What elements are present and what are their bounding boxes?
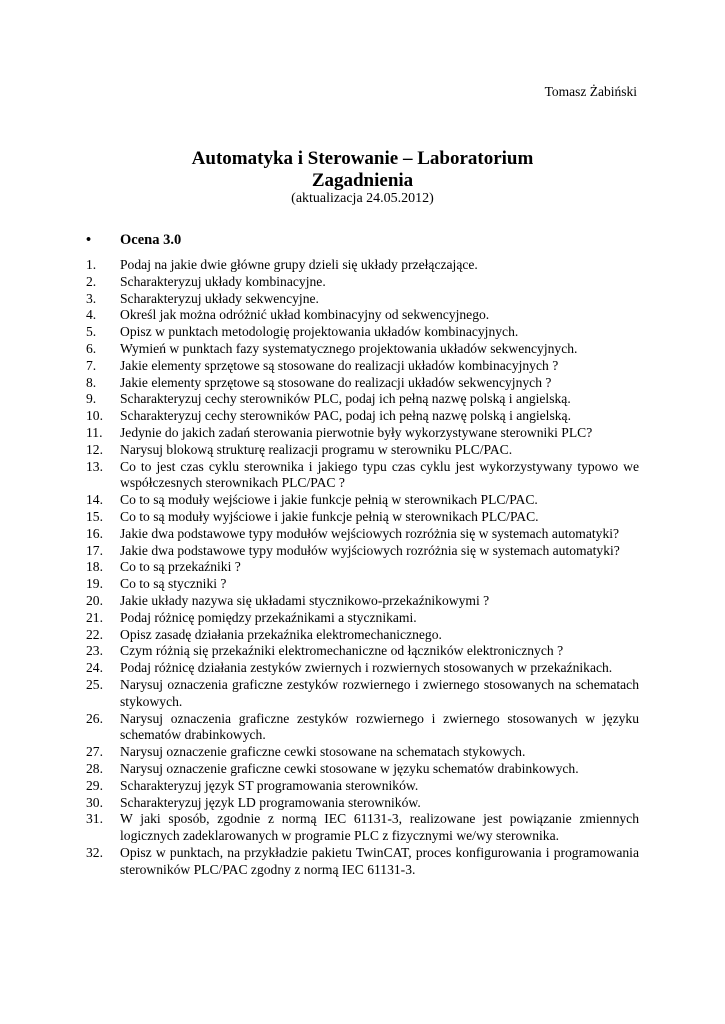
question-number: 15. xyxy=(86,508,103,524)
question-number: 21. xyxy=(86,609,103,625)
question-text: Scharakteryzuj język LD programowania sterowników. xyxy=(120,794,421,810)
question-text: Czym różnią się przekaźniki elektromechaniczne od łączników elektronicznych ? xyxy=(120,643,564,659)
question-number: 3. xyxy=(86,290,97,306)
question-text: Opisz zasadę działania przekaźnika elektromechanicznego. xyxy=(120,626,442,642)
update-note: (aktualizacja 24.05.2012) xyxy=(291,191,434,206)
question-number: 24. xyxy=(86,660,103,676)
question-item xyxy=(86,459,639,493)
question-number: 7. xyxy=(86,357,97,373)
question-number: 10. xyxy=(86,408,103,424)
question-item xyxy=(86,543,639,560)
question-item xyxy=(86,795,639,812)
title-line-1: Automatyka i Sterowanie – Laboratorium xyxy=(191,148,534,169)
question-item xyxy=(86,509,639,526)
question-text: Jakie układy nazywa się układami stycznikowo-przekaźnikowymi ? xyxy=(120,592,490,608)
question-item xyxy=(86,610,639,627)
question-item xyxy=(86,660,639,677)
question-number: 29. xyxy=(86,777,103,793)
question-number: 4. xyxy=(86,307,97,323)
question-number: 26. xyxy=(86,710,103,726)
question-number: 2. xyxy=(86,273,97,289)
question-number: 11. xyxy=(86,424,103,440)
question-number: 28. xyxy=(86,760,103,776)
question-number: 17. xyxy=(86,542,103,558)
question-item xyxy=(86,761,639,778)
question-item xyxy=(86,324,639,341)
question-item xyxy=(86,711,639,745)
question-text: Opisz w punktach metodologię projektowania układów kombinacyjnych. xyxy=(120,324,519,340)
question-item xyxy=(86,492,639,509)
question-text: Co to są moduły wyjściowe i jakie funkcje pełnią w sterownikach PLC/PAC. xyxy=(120,508,539,524)
question-list xyxy=(86,257,639,878)
question-number: 30. xyxy=(86,794,103,810)
question-text: Wymień w punktach fazy systematycznego projektowania układów sekwencyjnych. xyxy=(120,340,578,356)
question-text: Scharakteryzuj język ST programowania sterowników. xyxy=(120,777,419,793)
question-number: 19. xyxy=(86,576,103,592)
question-item xyxy=(86,643,639,660)
question-item xyxy=(86,291,639,308)
question-text: Narysuj oznaczenia graficzne zestyków rozwiernego i zwiernego stosowanych w języku schematów drabinkowych. xyxy=(120,710,639,743)
question-text: Narysuj oznaczenie graficzne cewki stosowane w języku schematów drabinkowych. xyxy=(120,760,579,776)
question-item xyxy=(86,307,639,324)
question-text: Podaj różnicę działania zestyków zwiernych i rozwiernych stosowanych w przekaźnikach. xyxy=(120,660,613,676)
question-text: Narysuj oznaczenie graficzne cewki stosowane na schematach stykowych. xyxy=(120,744,526,760)
question-text: Co to jest czas cyklu sterownika i jakiego typu czas cyklu jest wykorzystywany typowo we współczesnych sterownikach PLC/PAC ? xyxy=(120,458,639,491)
section-label: Ocena 3.0 xyxy=(120,232,182,248)
question-item xyxy=(86,559,639,576)
question-item xyxy=(86,811,639,845)
question-item xyxy=(86,257,639,274)
question-item xyxy=(86,425,639,442)
question-text: Określ jak można odróżnić układ kombinacyjny od sekwencyjnego. xyxy=(120,307,490,323)
question-text: Narysuj oznaczenia graficzne zestyków rozwiernego i zwiernego stosowanych na schematach stykowych. xyxy=(120,676,639,709)
question-number: 23. xyxy=(86,643,103,659)
question-number: 5. xyxy=(86,324,97,340)
title-line-2: Zagadnienia xyxy=(311,170,414,191)
question-text: Narysuj blokową strukturę realizacji programu w sterowniku PLC/PAC. xyxy=(120,441,513,457)
question-item xyxy=(86,593,639,610)
question-item xyxy=(86,576,639,593)
question-item xyxy=(86,375,639,392)
question-number: 1. xyxy=(86,257,97,272)
question-text: Podaj różnicę pomiędzy przekaźnikami a stycznikami. xyxy=(120,609,417,625)
question-text: W jaki sposób, zgodnie z normą IEC 61131-3, realizowane jest powiązanie zmiennych logicznych zadeklarowanych w programie PLC z fizycznymi we/wy sterownika. xyxy=(120,811,639,844)
question-text: Scharakteryzuj cechy sterowników PAC, podaj ich pełną nazwę polską i angielską. xyxy=(120,408,571,424)
bullet-icon: • xyxy=(86,232,92,248)
question-text: Co to są styczniki ? xyxy=(120,576,227,592)
question-item xyxy=(86,677,639,711)
question-item xyxy=(86,627,639,644)
question-number: 18. xyxy=(86,559,103,575)
question-number: 16. xyxy=(86,525,103,541)
document-title xyxy=(0,148,725,192)
question-text: Jakie elementy sprzętowe są stosowane do realizacji układów kombinacyjnych ? xyxy=(120,357,559,373)
question-item xyxy=(86,358,639,375)
question-item xyxy=(86,744,639,761)
question-text: Jakie elementy sprzętowe są stosowane do realizacji układów sekwencyjnych ? xyxy=(120,374,552,390)
question-text: Co to są przekaźniki ? xyxy=(120,559,241,575)
question-number: 32. xyxy=(86,844,103,860)
question-item xyxy=(86,442,639,459)
question-item xyxy=(86,845,639,879)
question-text: Podaj na jakie dwie główne grupy dzieli się układy przełączające. xyxy=(120,257,478,272)
section-heading xyxy=(86,232,181,249)
question-item xyxy=(86,526,639,543)
question-number: 25. xyxy=(86,676,103,692)
question-number: 13. xyxy=(86,458,103,474)
question-number: 8. xyxy=(86,374,97,390)
question-text: Opisz w punktach, na przykładzie pakietu TwinCAT, proces konfigurowania i programowania sterowników PLC/PAC zgodny z normą IEC 61131-3. xyxy=(120,844,639,877)
question-text: Scharakteryzuj cechy sterowników PLC, podaj ich pełną nazwę polską i angielską. xyxy=(120,391,571,407)
question-number: 6. xyxy=(86,340,97,356)
question-text: Co to są moduły wejściowe i jakie funkcje pełnią w sterownikach PLC/PAC. xyxy=(120,492,538,508)
question-item xyxy=(86,274,639,291)
question-number: 9. xyxy=(86,391,97,407)
question-text: Jakie dwa podstawowe typy modułów wejściowych rozróżnia się w systemach automatyki? xyxy=(120,525,620,541)
question-number: 12. xyxy=(86,441,103,457)
question-number: 31. xyxy=(86,811,103,827)
question-text: Jedynie do jakich zadań sterowania pierwotnie były wykorzystywane sterowniki PLC? xyxy=(120,424,593,440)
question-text: Jakie dwa podstawowe typy modułów wyjściowych rozróżnia się w systemach automatyki? xyxy=(120,542,620,558)
question-number: 20. xyxy=(86,592,103,608)
question-number: 22. xyxy=(86,626,103,642)
author-name: Tomasz Żabiński xyxy=(544,84,637,99)
question-number: 14. xyxy=(86,492,103,508)
question-text: Scharakteryzuj układy sekwencyjne. xyxy=(120,290,319,306)
question-item xyxy=(86,408,639,425)
question-item xyxy=(86,341,639,358)
question-number: 27. xyxy=(86,744,103,760)
question-text: Scharakteryzuj układy kombinacyjne. xyxy=(120,273,326,289)
question-item xyxy=(86,391,639,408)
question-item xyxy=(86,778,639,795)
